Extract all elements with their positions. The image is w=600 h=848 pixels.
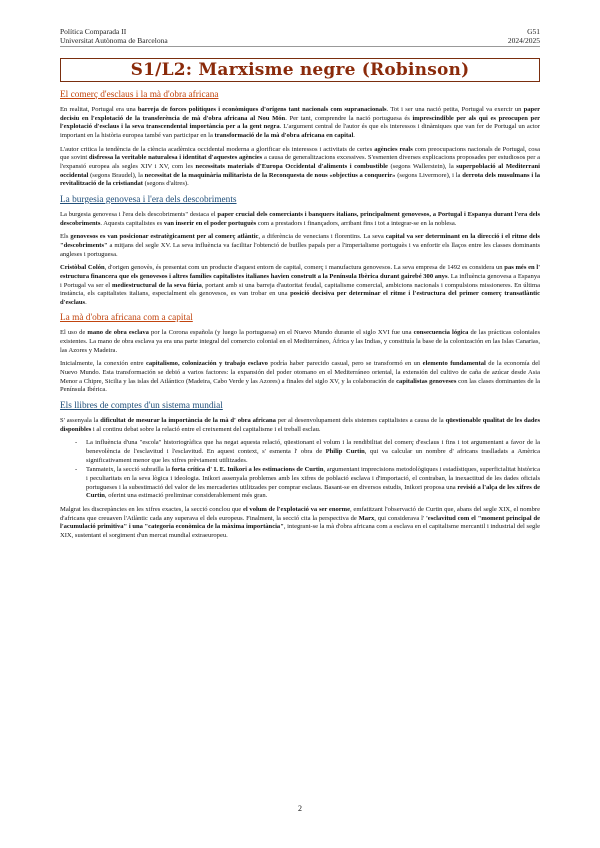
emphasis: pas més en l' estructura financera que els genovesos i altres famílies capitalistes italianes havien construït a la Península Ibèrica durant gairebé 300 anys xyxy=(60,264,541,280)
emphasis: elemento fundamental xyxy=(422,360,486,368)
emphasis: posició decisiva per determinar el ritme i l'estructura del primer comerç transatlàntic d'esclaus xyxy=(60,290,541,306)
paragraph: S' assenyala la dificultat de mesurar la importància de la mà d' obra africana per al desenvolupament dels sistemes capitalistes a causa de la qüestionable qualitat de les dades disponibles i al continu debat sobre la relació entre el creixement del capitalisme i el treball esclau. xyxy=(60,417,541,433)
university-name: Universitat Autònoma de Barcelona xyxy=(60,36,168,45)
paragraph: La burgesia genovesa i l'era dels descobriments" destaca el paper crucial dels comerciants i banquers italians, principalment genovesos, a Portugal i Espanya durant l'era dels descobriments. Aquests capitalistes es van inserir en el poder portuguès com a prestadors i finançadors, arribant fins i tot a integrar-se en la noblesa. xyxy=(60,210,540,227)
emphasis: 'esclavitud com el "moment principal de l'acumulació primitiva" i una "categoria econòmica de la màxima importància" xyxy=(60,514,541,531)
paragraph: Els genovesos es van posicionar estratègicament per al comerç atlàntic, a diferència de venecians i florentins. La seva capital va ser determinant en la direcció i el ritme dels "descobriments" a mitjans del segle XV. La seva influència va facilitar l'obtenció de butlles papals per a l'imperialisme portuguès i va enfortir els llaços entre les classes dominants angleses i portuguesa. xyxy=(60,233,540,258)
emphasis: mano de obra esclava xyxy=(87,329,149,337)
emphasis: transformació de la mà d'obra africana en capital xyxy=(214,131,354,139)
emphasis: qüestionable qualitat de les dades disponibles xyxy=(60,417,541,433)
emphasis: paper decisiu en l'explotació de la transferència de mà d'obra africana al Nou Món xyxy=(60,106,540,122)
group-code: G51 xyxy=(527,27,540,36)
list-item: - La influència d'una "escola" historiogràfica que ha negat aquesta relació, qüestionant el volum i la rendibilitat del comerç d'esclaus i fins i tot argumentant a favor de la benevolència de l'esclavitud i l'esclavitud. En aquest context, s' esmenta l' obra de Philip Curtin, qui va calcular un nombre d' africans traslladats a Amèrica significativament menor que les xifres prèviament utilitzades. xyxy=(86,439,540,465)
list-item: - Tanmateix, la secció subratlla la forta crítica d' I. E. Inikori a les estimacions de Curtin, argumentant imprecisions metodològiques i estadístiques, superficialitat històrica i peculiaritats en la seva lògica i ideologia. Inikori assenyala problemes amb les xifres de població esclava i d'importació, el contraban, la inexactitud de les dades oficials portugueses i la subestimació del valor de les mercaderies utilitzades per comprar esclaus. Basant-se en diversos estudis, Inikori proposa una revisió a l'alça de les xifres de Curtin, oferint una estimació preliminar considerablement més gran. xyxy=(86,466,540,501)
paragraph: El uso de mano de obra esclava por la Corona española (y luego la portuguesa) en el Nuevo Mundo durante el siglo XVI fue una consecuencia lógica de las prácticas coloniales existentes. La mano de obra esclava ya era una parte integral del comercio colonial en el Mediterráneo, África y las Indias, y constituía la base de la colonización en las Islas Canarias, las Azores y Madeira. xyxy=(60,329,540,354)
emphasis: Cristòbal Colón xyxy=(60,264,105,272)
paragraph: Cristòbal Colón, d'origen genovès, és presentat com un producte d'aquest entorn de capital, comerç i manufactura genovesos. La seva empresa de 1492 es considera un pas més en l' estructura financera que els genovesos i altres famílies capitalistes italianes havien construït a la Península Ibèrica durant gairebé 300 anys. La influència genovesa a Espanya i Portugal va ser el mediestructural de la seva fúria, portant amb si una barreja d'autoritat feudal, capitalisme comercial, ambicions nacionals i compulsions missioneres. En última instància, els capitalistes italians, especialment els genovesos, es van trobar en una posició decisiva per determinar el ritme i l'estructura del primer comerç transatlàntic d'esclaus. xyxy=(60,264,541,306)
emphasis: Marx xyxy=(358,514,375,522)
emphasis: capital va ser determinant en la direcció i el ritme dels "descobriments" xyxy=(60,233,540,249)
emphasis: capitalistas genoveses xyxy=(396,377,457,385)
section-heading-world-system-ledgers: Els llibres de comptes d'un sistema mundial xyxy=(60,401,223,412)
paragraph: Inicialmente, la conexión entre capitalismo, colonización y trabajo esclavo podría haber parecido casual, pero se transformó en un elemento fundamental de la economía del Nuevo Mundo. Esta transformación se debió a varios factores: la expansión del poder otomano en el Mediterráneo oriental, la extensión del cultivo de caña de azúcar desde Asia Menor a Chipre, Sicilia y las islas del Atlántico (Madeira, Cabo Verde y las Azores) a finales del siglo XV, y la colaboración de capitalistas genoveses con las clases dominantes de la Península Ibérica. xyxy=(60,360,540,394)
emphasis: imprescindible per als qui es preocupen per l'explotació d'esclaus i la seva transcendental importància per a la gent negra xyxy=(60,114,541,131)
page-number: 2 xyxy=(298,804,302,813)
document-body xyxy=(60,85,540,546)
emphasis: forta crítica d' I. E. Inikori a les estimacions de Curtin xyxy=(171,466,324,474)
section-heading-labor-as-capital: La mà d'obra africana com a capital xyxy=(60,313,193,324)
paragraph: L'autor critica la tendència de la ciència acadèmica occidental moderna a glorificar els interessos i activitats de certes agències reals com preocupacions nacionals de Portugal, cosa que sovint disfressa la veritable naturalesa i identitat d'aquestes agències a causa de generalitzacions excessives. S'esmenten diverses explicacions proposades per estudiosos per a l'expansió europea als segles XIV i XV, com les necessitats materials d'Europa Occidental d'aliments i combustible (segons Wallerstein), la superpoblació al Mediterrani occidental (segons Braudel), la necessitat de la maquinària militarista de la Reconquesta de nous «objectius a conquerir» (segons Livermore), i la derrota dels musulmans i la revitalització de la cristiandat (segons d'altres). xyxy=(60,145,541,188)
emphasis: genovesos es van posicionar estratègicament per al comerç atlàntic xyxy=(70,233,259,241)
emphasis: superpoblació al Mediterrani occidental xyxy=(60,162,540,179)
header-right xyxy=(508,27,540,45)
emphasis: disfressa la veritable naturalesa i identitat d'aquestes agències xyxy=(88,154,263,162)
emphasis: van inserir en el poder portuguès xyxy=(163,219,257,227)
header-divider xyxy=(60,46,540,47)
section-heading-genoese-bourgeoisie: La burgesia genovesa i l'era dels descobriments xyxy=(60,194,237,205)
emphasis: consecuencia lógica xyxy=(413,329,469,337)
emphasis: necessitats materials d'Europa Occidental d'aliments i combustible xyxy=(195,162,388,170)
emphasis: dificultat de mesurar la importància de la mà d' obra africana xyxy=(100,417,276,425)
bullet-list xyxy=(60,439,540,501)
page-title: S1/L2: Marxisme negre (Robinson) xyxy=(130,60,470,80)
emphasis: mediestructural de la seva fúria xyxy=(111,281,202,289)
emphasis: derrota dels musulmans i la revitalització de la cristiandat xyxy=(60,171,540,188)
title-box xyxy=(60,58,540,82)
course-name: Política Comparada II xyxy=(60,27,127,36)
header-left xyxy=(60,27,168,45)
section-heading-slave-trade: El comerç d'esclaus i la mà d'obra africana xyxy=(60,90,219,100)
paragraph: En realitat, Portugal era una barreja de forces polítiques i econòmiques d'orígens tant nacionals com supranacionals. Tot i ser una nació petita, Portugal va exercir un paper decisiu en l'explotació de la transferència de mà d'obra africana al Nou Món. Per tant, comprendre la nació portuguesa és imprescindible per als qui es preocupen per l'explotació d'esclaus i la seva transcendental importància per a la gent negra. L'argument central de l'autor és que els interessos i dinàmiques que van fer de Portugal un actor important en la història europea també van participar en la transformació de la mà d'obra africana en capital. xyxy=(60,106,541,139)
academic-year: 2024/2025 xyxy=(507,36,540,45)
emphasis: paper crucial dels comerciants i banquers italians, principalment genovesos, a Portugal i Espanya durant l'era dels descobriments xyxy=(60,210,540,227)
emphasis: revisió a l'alça de les xifres de Curtin xyxy=(86,483,541,500)
emphasis: Philip Curtin xyxy=(325,448,365,456)
emphasis: capitalismo, colonización y trabajo esclavo xyxy=(145,360,268,368)
emphasis: agències reals xyxy=(374,145,413,153)
emphasis: necessitat de la maquinària militarista de la Reconquesta de nous «objectius a conquerir» xyxy=(144,171,396,179)
emphasis: barreja de forces polítiques i econòmiques d'orígens tant nacionals com supranacionals xyxy=(137,106,387,113)
paragraph: Malgrat les discrepàncies en les xifres exactes, la secció conclou que el volum de l'explotació va ser enorme, emfatitzant l'observació de Curtin que, abans del segle XIX, el nombre d'africans que creuaven l'Atlàntic cada any superava el dels europeus. Finalment, la secció cita la perspectiva de Marx, qui considerava l' 'esclavitud com el "moment principal de l'acumulació primitiva" i una "categoria econòmica de la màxima importància", integrant-se la mà d'obra africana com a esclava en el capitalisme mercantil i industrial del segle XIX, sustentant el sorgiment d'un mercat mundial extraeuropeu. xyxy=(60,505,541,539)
emphasis: el volum de l'explotació va ser enorme xyxy=(242,505,351,513)
